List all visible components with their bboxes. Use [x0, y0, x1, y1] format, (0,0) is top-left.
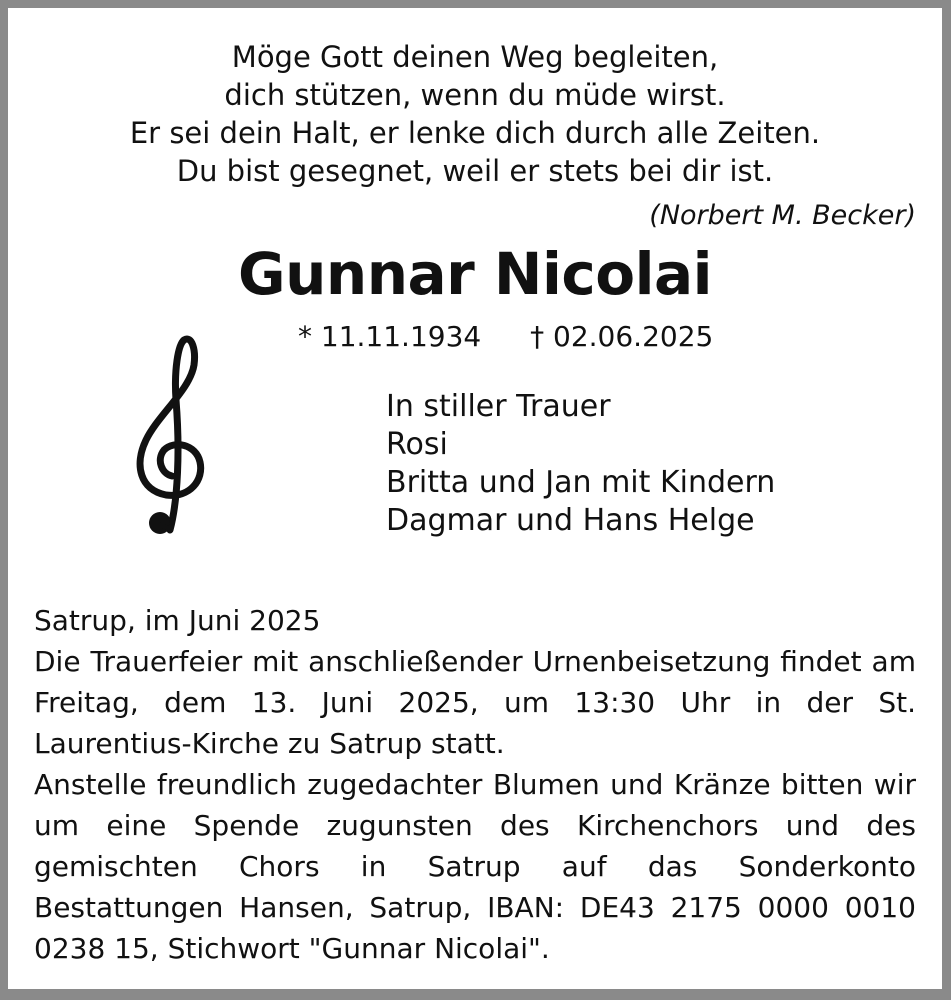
poem-author: (Norbert M. Becker)	[649, 200, 916, 231]
birth-date: * 11.11.1934	[298, 320, 482, 353]
obituary-card	[8, 8, 942, 989]
notice-text	[34, 600, 916, 969]
death-date: † 02.06.2025	[530, 320, 714, 353]
place-date: Satrup, im Juni 2025	[34, 604, 321, 637]
mourner-name: Britta und Jan mit Kindern	[386, 465, 776, 500]
poem-line: dich stützen, wenn du müde wirst.	[224, 78, 726, 112]
poem-line: Du bist gesegnet, weil er stets bei dir ist.	[176, 154, 774, 188]
mourners-intro: In stiller Trauer	[386, 389, 611, 424]
poem	[8, 38, 942, 190]
mourners-list	[386, 388, 775, 540]
poem-line: Er sei dein Halt, er lenke dich durch alle Zeiten.	[129, 116, 821, 150]
donation-paragraph: Anstelle freundlich zugedachter Blumen und Kränze bitten wir um eine Spende zugunsten des Kirchenchors und des gemischten Chors in Satrup auf das Sonderkonto Bestattungen Hansen, Satrup, IBAN: DE43 2175 0000 0010 0238 15, Stichwort "Gunnar Nicolai".	[34, 768, 916, 965]
life-dates	[298, 320, 713, 353]
ceremony-paragraph: Die Trauerfeier mit anschließender Urnenbeisetzung findet am Freitag, dem 13. Juni 2025, um 13:30 Uhr in der St. Laurentius-Kirche zu Satrup statt.	[34, 645, 916, 760]
mourner-name: Rosi	[386, 427, 448, 462]
deceased-name: Gunnar Nicolai	[238, 240, 712, 308]
poem-line: Möge Gott deinen Weg begleiten,	[231, 40, 719, 74]
treble-clef-icon	[118, 330, 218, 545]
mourner-name: Dagmar und Hans Helge	[386, 503, 755, 538]
